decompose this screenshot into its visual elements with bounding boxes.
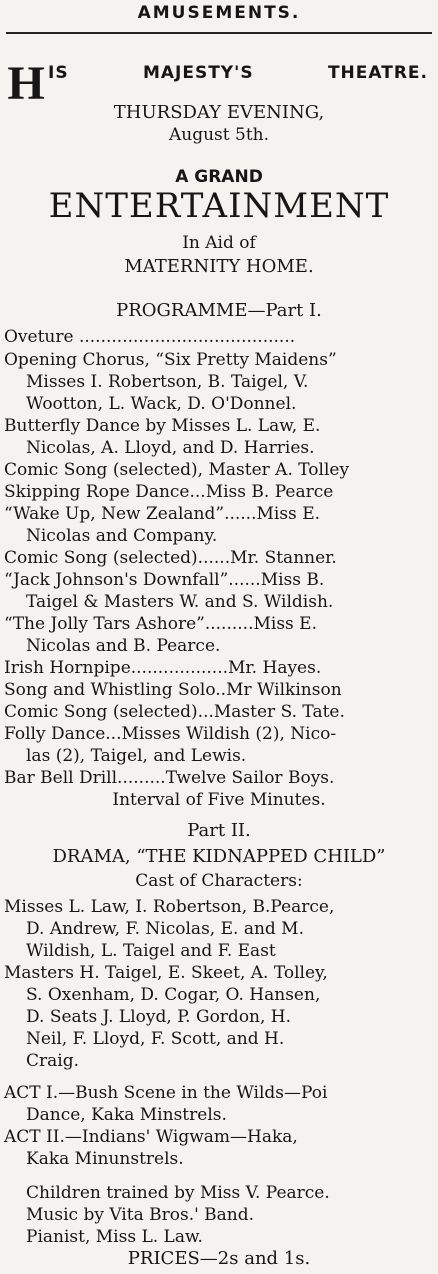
programme-line: Comic Song (selected)...Master S. Tate. [4, 702, 345, 722]
cast-line: S. Oxenham, D. Cogar, O. Hansen, [26, 985, 321, 1005]
cast-line: Craig. [26, 1051, 79, 1071]
drop-cap: H [7, 57, 45, 110]
programme-line: Irish Hornpipe..................Mr. Hayes. [4, 658, 322, 678]
programme-line: Nicolas, A. Lloyd, and D. Harries. [26, 438, 315, 458]
venue-line [48, 62, 428, 84]
programme-line: Taigel & Masters W. and S. Wildish. [26, 592, 334, 612]
credit-line: Music by Vita Bros.' Band. [26, 1205, 255, 1225]
programme-line: “Wake Up, New Zealand”......Miss E. [4, 504, 321, 524]
act-line: Kaka Minunstrels. [26, 1149, 184, 1169]
cast-line: Misses L. Law, I. Robertson, B.Pearce, [4, 897, 335, 917]
event-date: August 5th. [168, 125, 270, 145]
programme-line: Bar Bell Drill.........Twelve Sailor Boys. [4, 768, 335, 788]
programme-line: Misses I. Robertson, B. Taigel, V. [26, 372, 309, 392]
prices: PRICES—2s and 1s. [127, 1248, 311, 1269]
interval-note: Interval of Five Minutes. [112, 790, 326, 810]
programme-line: Comic Song (selected)......Mr. Stanner. [4, 548, 337, 568]
programme-line: Comic Song (selected), Master A. Tolley [4, 460, 350, 480]
programme-line: Song and Whistling Solo..Mr Wilkinson [4, 680, 342, 700]
header-rule [6, 32, 432, 34]
programme-line: “Jack Johnson's Downfall”......Miss B. [4, 570, 325, 590]
act-line: Dance, Kaka Minstrels. [26, 1105, 227, 1125]
section-header: AMUSEMENTS. [137, 3, 301, 23]
credit-line: Pianist, Miss L. Law. [26, 1227, 203, 1247]
programme-line: “The Jolly Tars Ashore”.........Miss E. [4, 614, 317, 634]
programme-line: Nicolas and Company. [26, 526, 218, 546]
programme-line: Opening Chorus, “Six Pretty Maidens” [4, 350, 337, 370]
venue-word-1: IS [48, 63, 69, 83]
part-2-heading: Part II. [187, 820, 251, 841]
act-line: ACT I.—Bush Scene in the Wilds—Poi [4, 1083, 328, 1103]
cast-line: Neil, F. Lloyd, F. Scott, and H. [26, 1029, 285, 1049]
act-line: ACT II.—Indians' Wigwam—Haka, [4, 1127, 298, 1147]
credit-line: Children trained by Miss V. Pearce. [26, 1183, 330, 1203]
cast-line: Masters H. Taigel, E. Skeet, A. Tolley, [4, 963, 328, 983]
aid-line: In Aid of [182, 233, 256, 253]
programme-line: las (2), Taigel, and Lewis. [26, 746, 247, 766]
event-intro: A GRAND [175, 167, 263, 187]
event-title: ENTERTAINMENT [48, 186, 390, 226]
beneficiary: MATERNITY HOME. [124, 256, 314, 277]
venue-word-2: MAJESTY'S [142, 63, 254, 83]
programme-line: Folly Dance...Misses Wildish (2), Nico- [4, 724, 337, 744]
venue-word-3: THEATRE. [327, 63, 428, 83]
drama-title: DRAMA, “THE KIDNAPPED CHILD” [52, 846, 386, 867]
event-day: THURSDAY EVENING, [113, 102, 325, 123]
cast-line: Wildish, L. Taigel and F. East [26, 941, 276, 961]
programme-line: Butterfly Dance by Misses L. Law, E. [4, 416, 321, 436]
cast-line: D. Seats J. Lloyd, P. Gordon, H. [26, 1007, 292, 1027]
programme-line: Nicolas and B. Pearce. [26, 636, 221, 656]
cast-heading: Cast of Characters: [135, 871, 303, 891]
programme-line: Wootton, L. Wack, D. O'Donnel. [26, 394, 297, 414]
cast-line: D. Andrew, F. Nicolas, E. and M. [26, 919, 304, 939]
programme-line: Skipping Rope Dance...Miss B. Pearce [4, 482, 334, 502]
programme-heading: PROGRAMME—Part I. [116, 300, 322, 321]
programme-line: Oveture ........................................ [4, 327, 296, 347]
